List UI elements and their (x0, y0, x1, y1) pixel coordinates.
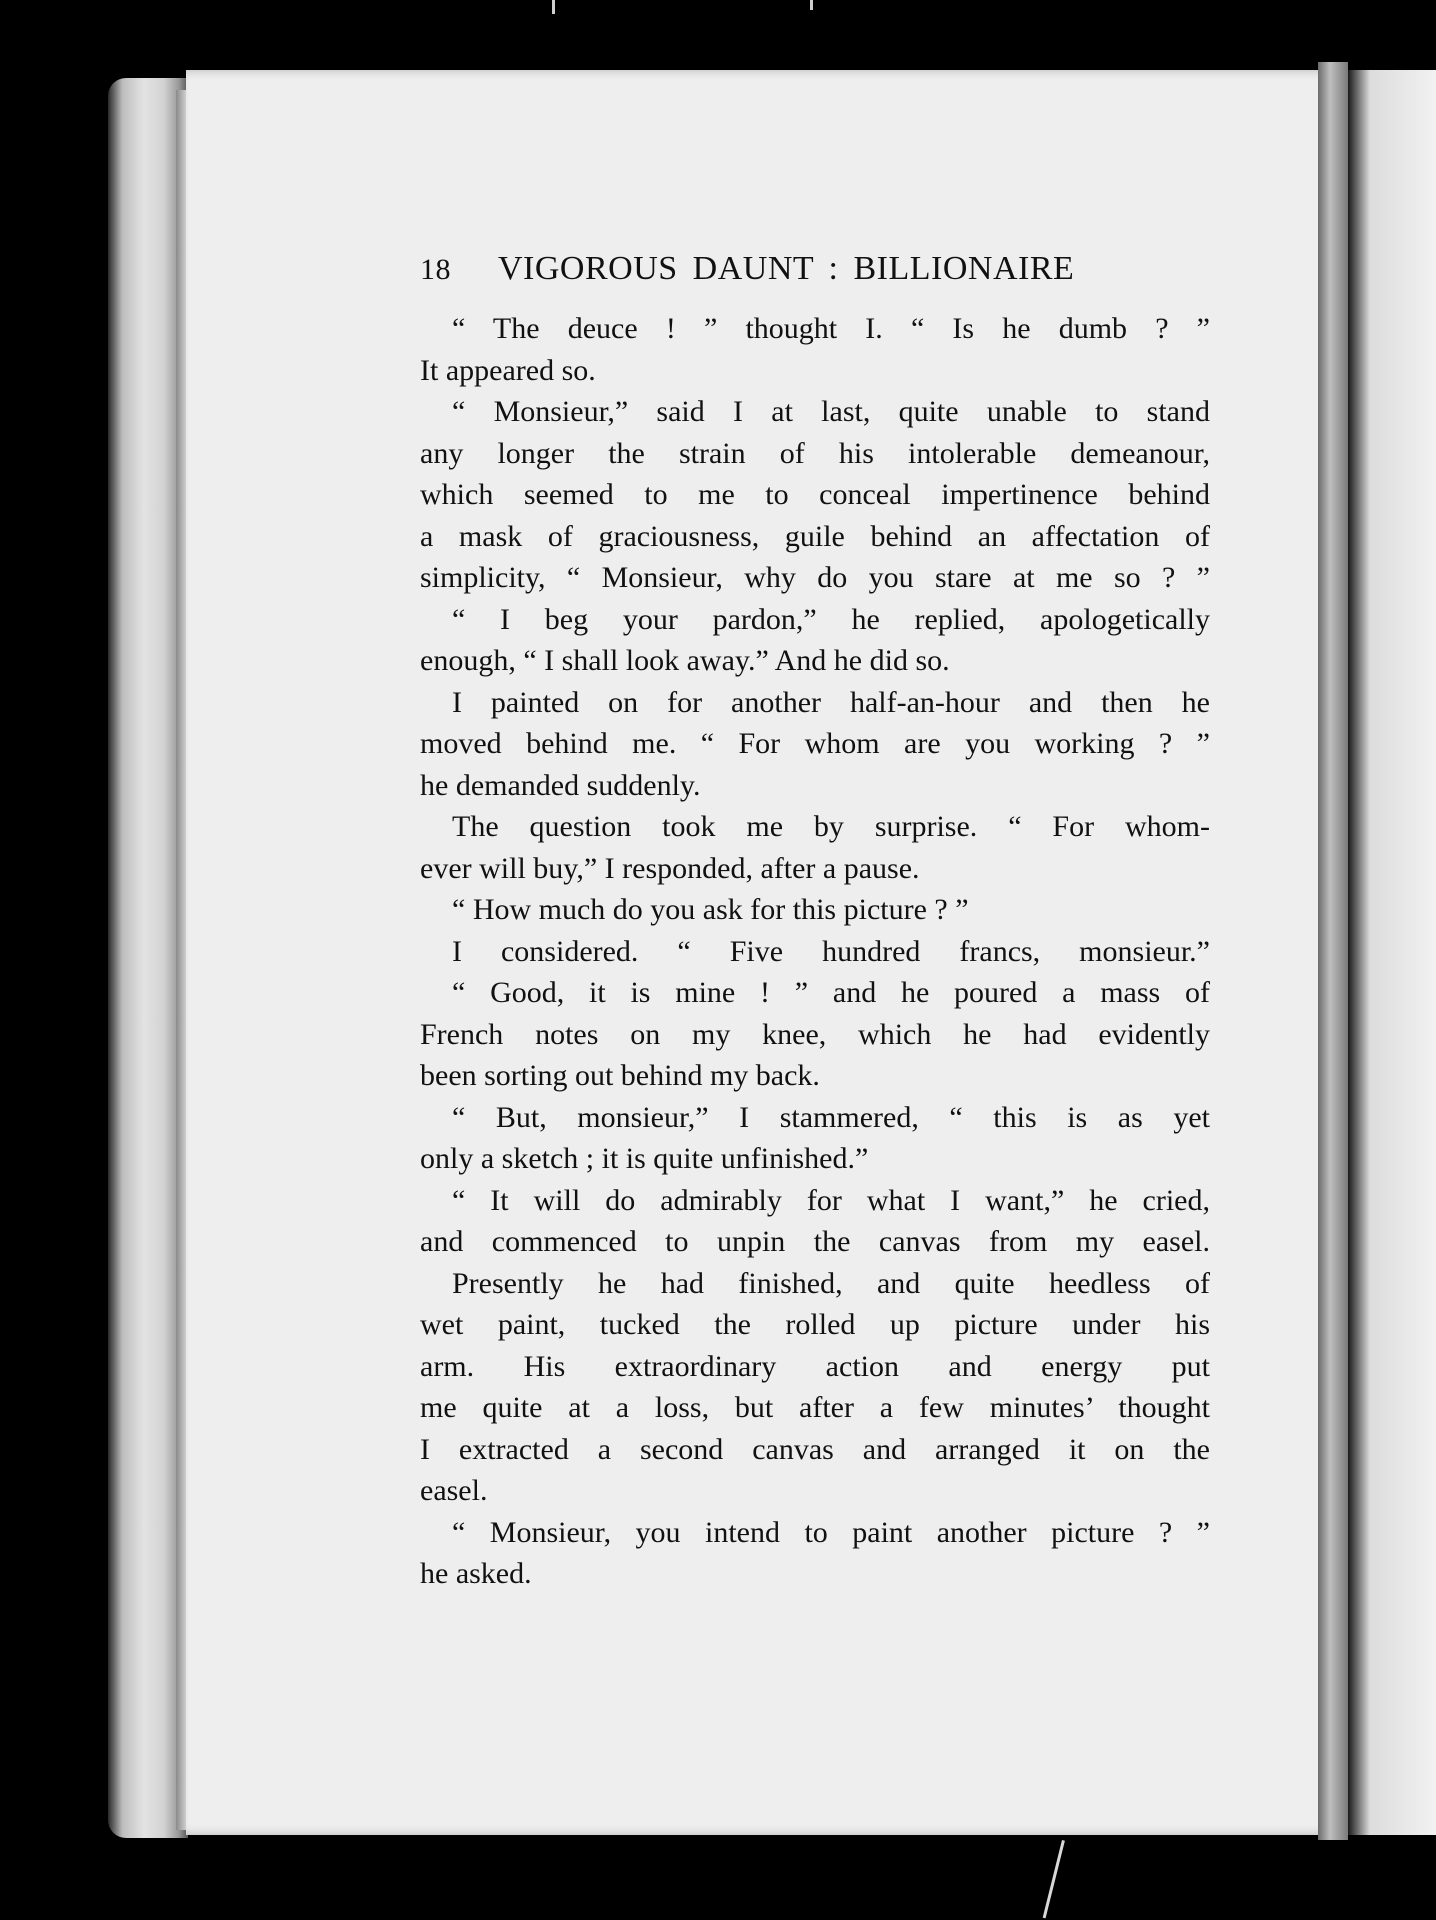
text-line: The question took me by surprise. “ For whom- (452, 810, 1210, 843)
text-line: a mask of graciousness, guile behind an affectation of (420, 519, 1210, 553)
page-text-block (420, 250, 1210, 1595)
text-line: any longer the strain of his intolerable demeanour, (420, 436, 1210, 470)
text-line: he asked. (420, 1557, 532, 1590)
text-line: only a sketch ; it is quite unfinished.” (420, 1142, 869, 1175)
text-line: “ Monsieur,” said I at last, quite unable to stand (452, 395, 1210, 428)
page-number: 18 (420, 253, 451, 286)
running-head (420, 250, 1210, 302)
text-line: “ I beg your pardon,” he replied, apologetically (452, 602, 1210, 636)
text-line: “ But, monsieur,” I stammered, “ this is as yet (452, 1100, 1210, 1134)
facing-page-edge (1348, 70, 1436, 1835)
text-line: which seemed to me to conceal impertinence behind (420, 478, 1210, 511)
text-line: I considered. “ Five hundred francs, monsieur.” (452, 934, 1210, 968)
text-line: moved behind me. “ For whom are you working ? ” (420, 727, 1210, 760)
page-fore-edge (1318, 62, 1348, 1840)
text-line: ever will buy,” I responded, after a pause. (420, 851, 920, 885)
text-line: me quite at a loss, but after a few minutes’ thought (420, 1391, 1210, 1424)
text-line: Presently he had finished, and quite heedless of (452, 1266, 1210, 1300)
text-line: “ How much do you ask for this picture ? ” (452, 893, 969, 926)
text-line: I painted on for another half-an-hour and then he (452, 685, 1210, 719)
text-line: and commenced to unpin the canvas from my easel. (420, 1225, 1210, 1258)
scan-artifact-mark (552, 0, 555, 14)
text-line: It appeared so. (420, 353, 596, 387)
text-line: he demanded suddenly. (420, 768, 701, 802)
text-line: French notes on my knee, which he had evidently (420, 1017, 1210, 1051)
text-line: arm. His extraordinary action and energy put (420, 1349, 1210, 1383)
running-head-title: VIGOROUS DAUNT : BILLIONAIRE (498, 250, 1075, 287)
text-line: “ It will do admirably for what I want,” he cried, (452, 1183, 1210, 1217)
text-line: simplicity, “ Monsieur, why do you stare at me so ? ” (420, 561, 1210, 594)
text-line: enough, “ I shall look away.” And he did so. (420, 644, 950, 677)
scan-artifact-mark (810, 0, 813, 10)
text-line: I extracted a second canvas and arranged it on the (420, 1432, 1210, 1466)
text-line: easel. (420, 1474, 488, 1507)
text-line: been sorting out behind my back. (420, 1059, 820, 1092)
text-line: wet paint, tucked the rolled up picture under his (420, 1308, 1210, 1341)
text-line: “ Monsieur, you intend to paint another picture ? ” (452, 1515, 1210, 1549)
text-line: “ The deuce ! ” thought I. “ Is he dumb ? ” (452, 312, 1210, 345)
text-line: “ Good, it is mine ! ” and he poured a mass of (452, 976, 1210, 1009)
